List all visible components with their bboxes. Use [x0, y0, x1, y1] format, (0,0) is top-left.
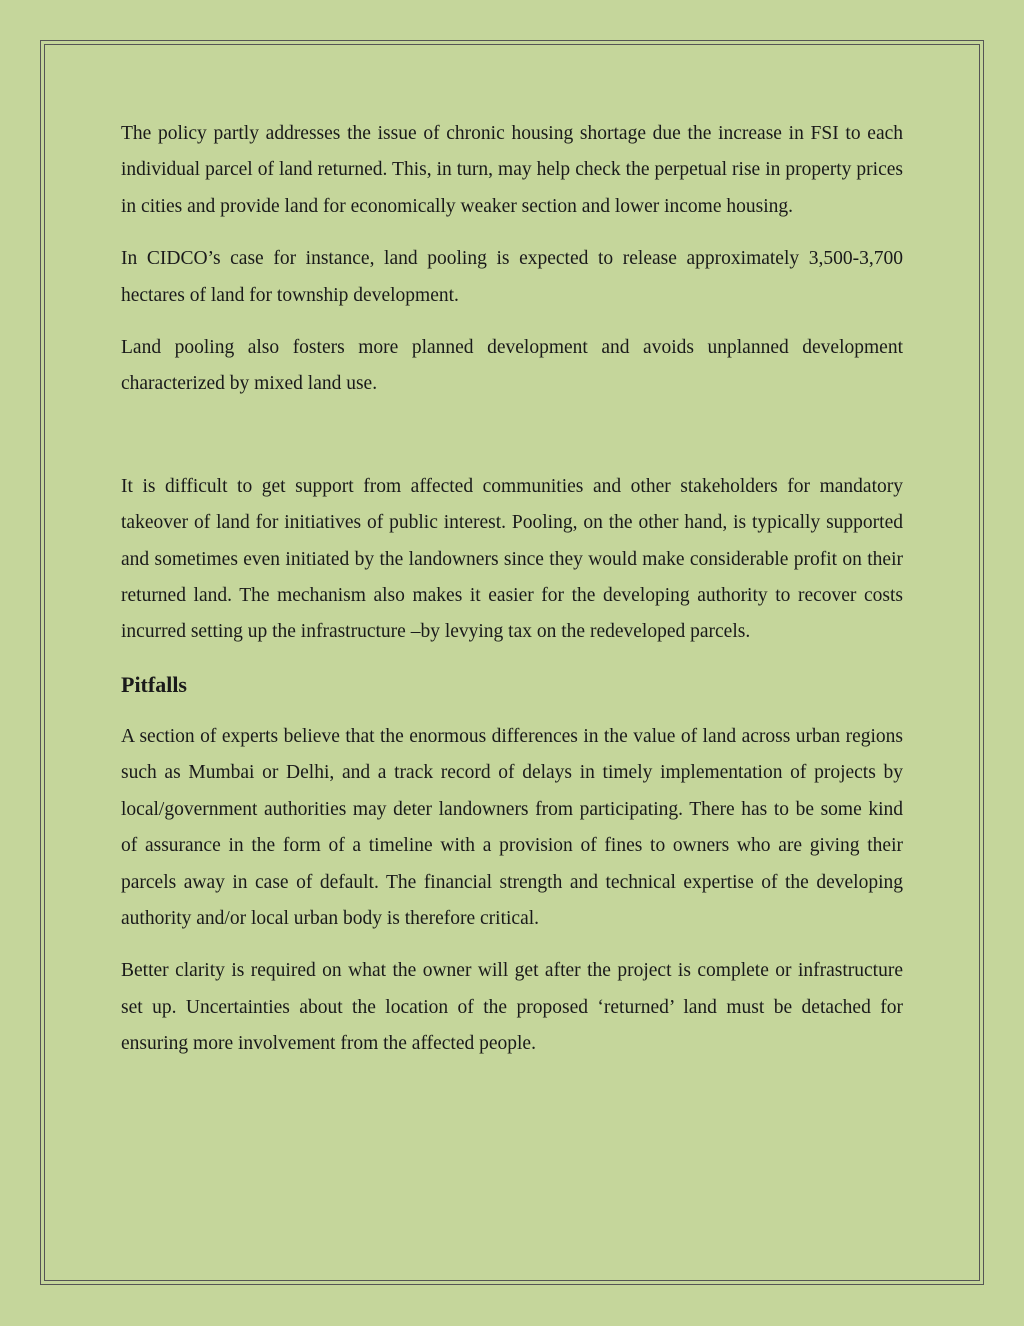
document-body	[121, 116, 903, 1063]
section-heading-pitfalls: Pitfalls	[121, 671, 187, 697]
blank-line	[121, 403, 903, 453]
paragraph-clarity: Better clarity is required on what the owner will get after the project is complete or infrastructure set up. Uncertainties about the location of the proposed ‘returned’ land must be detached for ensuring more involvement from the affected people.	[121, 960, 903, 1055]
paragraph-housing-shortage: The policy partly addresses the issue of chronic housing shortage due the increase in FSI to each individual parcel of land returned. This, in turn, may help check the perpetual rise in property prices in cities and provide land for economically weaker section and lower income housing.	[121, 123, 903, 217]
paragraph-planned-development: Land pooling also fosters more planned development and avoids unplanned development characterized by mixed land use.	[121, 337, 903, 395]
paragraph-support: It is difficult to get support from affected communities and other stakeholders for mandatory takeover of land for initiatives of public interest. Pooling, on the other hand, is typically supported and sometimes even initiated by the landowners since they would make considerable profit on their returned land. The mechanism also makes it easier for the developing authority to recover costs incurred setting up the infrastructure –by levying tax on the redeveloped parcels.	[121, 475, 903, 643]
paragraph-cidco: In CIDCO’s case for instance, land pooling is expected to release approximately 3,500-3,700 hectares of land for township development.	[121, 248, 903, 306]
paragraph-experts: A section of experts believe that the enormous differences in the value of land across urban regions such as Mumbai or Delhi, and a track record of delays in timely implementation of projects by local/government authorities may deter landowners from participating. There has to be some kind of assurance in the form of a timeline with a provision of fines to owners who are giving their parcels away in case of default. The financial strength and technical expertise of the developing authority and/or local urban body is therefore critical.	[121, 725, 903, 929]
